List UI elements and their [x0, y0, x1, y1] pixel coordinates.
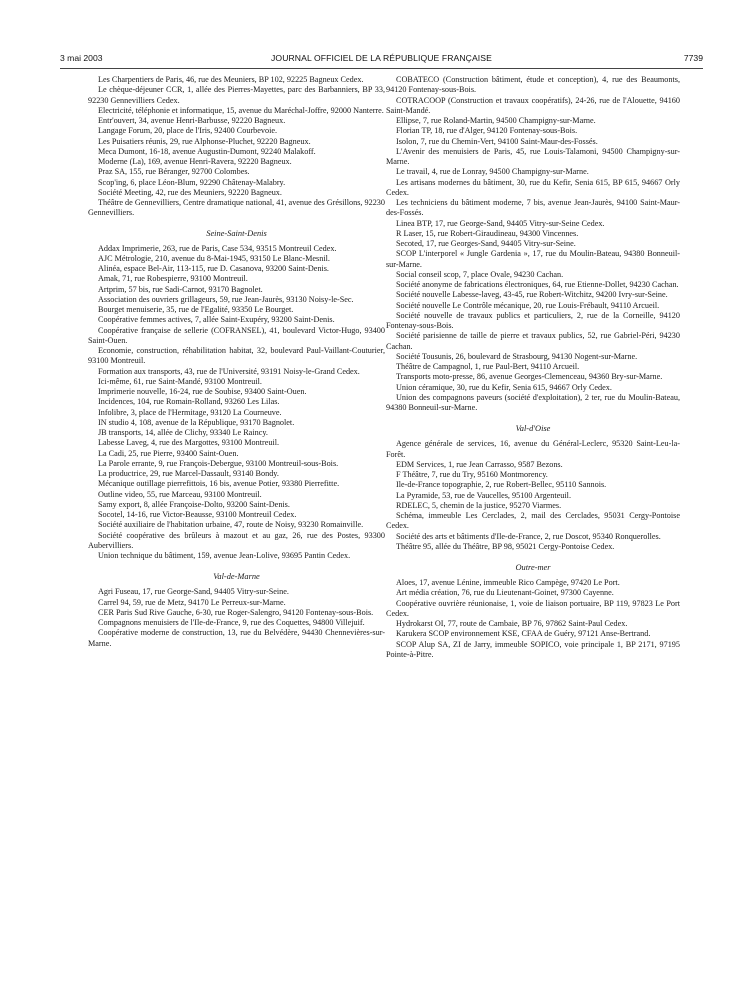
list-item: Bourget menuiserie, 35, rue de l'Egalité, 93350 Le Bourget.: [98, 305, 294, 314]
list-item: La Parole errante, 9, rue François-Debergue, 93100 Montreuil-sous-Bois.: [98, 458, 339, 468]
list-item: Samy export, 8, allée Françoise-Dolto, 93200 Saint-Denis.: [98, 499, 290, 509]
header-page-number: 7739: [683, 53, 703, 63]
list-item: Théâtre 95, allée du Théâtre, BP 98, 95021 Cergy-Pontoise Cedex.: [396, 541, 615, 551]
list-item: Art média création, 76, rue du Lieutenant-Goinet, 97300 Cayenne.: [396, 588, 614, 598]
list-item: Les artisans modernes du bâtiment, 30, rue du Kefir, Senia 615, BP 615, 94667 Orly Cedex.: [386, 177, 680, 197]
section-heading-val-de-marne: Val-de-Marne: [213, 572, 260, 582]
list-item: La Pyramide, 53, rue de Vaucelles, 95100 Argenteuil.: [396, 490, 572, 500]
list-item: Isolon, 7, rue du Chemin-Vert, 94100 Saint-Maur-des-Fossés.: [396, 136, 598, 146]
list-item: Ici-même, 61, rue Saint-Mandé, 93100 Montreuil.: [98, 376, 262, 386]
val-de-marne-entries: [88, 587, 385, 649]
left-column: [88, 75, 385, 649]
list-item: La productrice, 29, rue Marcel-Dassault, 93140 Bondy.: [98, 469, 279, 478]
list-item: Formation aux transports, 43, rue de l'Université, 93191 Noisy-le-Grand Cedex.: [98, 366, 360, 376]
page-header: [60, 53, 703, 67]
seine-saint-denis-entries: [88, 244, 385, 562]
list-item: Infolibre, 3, place de l'Hermitage, 93120 La Courneuve.: [98, 407, 282, 417]
list-item: L'Avenir des menuisiers de Paris, 45, rue Louis-Talamoni, 94500 Champigny-sur-Marne.: [386, 146, 680, 166]
section-heading-outre-mer: Outre-mer: [515, 563, 551, 572]
list-item: Coopérative française de sellerie (COFRANSEL), 41, boulevard Victor-Hugo, 93400 Saint-Ouen.: [88, 325, 385, 345]
list-item: EDM Services, 1, rue Jean Carrasso, 9587 Bezons.: [396, 459, 563, 469]
list-item: Artprim, 57 bis, rue Sadi-Carnot, 93170 Bagnolet.: [98, 284, 263, 294]
list-item: Ile-de-France topographie, 2, rue Robert-Bellec, 95110 Sannois.: [396, 480, 607, 490]
list-item: Labesse Laveg, 4, rue des Margottes, 93100 Montreuil.: [98, 438, 280, 448]
list-item: Union des compagnons paveurs (société d'exploitation), 2 ter, rue du Moulin-Bateau, 94380 Bonneuil-sur-Marne.: [386, 392, 680, 412]
list-item: Florian TP, 18, rue d'Alger, 94120 Fontenay-sous-Bois.: [396, 126, 578, 136]
list-item: Société auxiliaire de l'habitation urbaine, 47, route de Noisy, 93230 Romainville.: [98, 520, 364, 530]
header-rule: [60, 68, 703, 69]
list-item: Les Charpentiers de Paris, 46, rue des Meuniers, BP 102, 92225 Bagneux Cedex.: [98, 75, 364, 84]
section-heading-val-d-oise: Val-d'Oise: [515, 424, 551, 434]
list-item: Société des arts et bâtiments d'Ile-de-France, 2, rue Doscot, 95340 Ronquerolles.: [396, 531, 661, 541]
list-item: Compagnons menuisiers de l'Ile-de-France, 9, rue des Coquettes, 94800 Villejuif.: [98, 618, 365, 627]
list-item: Economie, construction, réhabilitation habitat, 32, boulevard Paul-Vaillant-Couturier, 93100 Montreuil.: [88, 346, 385, 366]
list-item: Praz SA, 155, rue Béranger, 92700 Colombes.: [98, 167, 250, 177]
list-item: Les techniciens du bâtiment moderne, 7 bis, avenue Jean-Jaurès, 94100 Saint-Maur-des-Fossés.: [386, 198, 680, 218]
list-item: Ellipse, 7, rue Roland-Martin, 94500 Champigny-sur-Marne.: [396, 116, 596, 125]
header-journal-title: JOURNAL OFFICIEL DE LA RÉPUBLIQUE FRANÇAISE: [271, 53, 492, 63]
list-item: Incidences, 104, rue Romain-Rolland, 93260 Les Lilas.: [98, 397, 280, 407]
list-item: Social conseil scop, 7, place Ovale, 94230 Cachan.: [396, 269, 564, 279]
list-item: Société parisienne de taille de pierre et travaux publics, 52, rue Gabriel-Péri, 94230 Cachan.: [386, 331, 680, 351]
list-item: COBATECO (Construction bâtiment, étude et conception), 4, rue des Beaumonts, 94120 Fontenay-sous-Bois.: [386, 75, 680, 95]
outre-mer-entries: [386, 578, 680, 660]
val-de-marne-continued-entries: [386, 75, 680, 413]
list-item: Société Meeting, 42, rue des Meuniers, 92220 Bagneux.: [98, 187, 282, 197]
list-item: Carrel 94, 59, rue de Metz, 94170 Le Perreux-sur-Marne.: [98, 597, 286, 607]
list-item: Outline video, 55, rue Marceau, 93100 Montreuil.: [98, 489, 262, 499]
list-item: F Théâtre, 7, rue du Try, 95160 Montmorency.: [396, 470, 548, 479]
list-item: Théâtre de Gennevilliers, Centre dramatique national, 41, avenue des Grésillons, 92230 Gennevilliers.: [88, 198, 385, 218]
list-item: La Cadi, 25, rue Pierre, 93400 Saint-Ouen.: [98, 448, 239, 458]
list-item: COTRACOOP (Construction et travaux coopératifs), 24-26, rue de l'Alouette, 94160 Saint-Mandé.: [386, 95, 680, 115]
list-item: SCOP Alup SA, ZI de Jarry, immeuble SOPICO, voie principale 1, BP 2171, 97195 Pointe-à-Pitre.: [386, 639, 680, 659]
list-item: SCOP L'interporel « Jungle Gardenia », 17, rue du Moulin-Bateau, 94380 Bonneuil-sur-Marne.: [386, 249, 680, 269]
list-item: Coopérative moderne de construction, 13, rue du Belvédère, 94430 Chennevières-sur-Marne.: [88, 628, 385, 648]
intro-entries: [88, 75, 385, 219]
list-item: Imprimerie nouvelle, 16-24, rue de Soubise, 93400 Saint-Ouen.: [98, 387, 307, 396]
list-item: Société Tousunis, 26, boulevard de Strasbourg, 94130 Nogent-sur-Marne.: [396, 351, 638, 361]
list-item: RDELEC, 5, chemin de la justice, 95270 Viarmes.: [396, 500, 562, 510]
list-item: Socotel, 14-16, rue Victor-Beausse, 93100 Montreuil Cedex.: [98, 510, 297, 519]
list-item: Mécanique outillage pierrefittois, 16 bis, avenue Potier, 93380 Pierrefitte.: [98, 479, 340, 489]
list-item: Alinéa, espace Bel-Air, 113-115, rue D. Casanova, 93200 Saint-Denis.: [98, 264, 329, 273]
list-item: Linea BTP, 17, rue George-Sand, 94405 Vitry-sur-Seine Cedex.: [396, 218, 605, 228]
list-item: Coopérative femmes actives, 7, allée Saint-Exupéry, 93200 Saint-Denis.: [98, 315, 335, 325]
list-item: Société nouvelle de travaux publics et particuliers, 2, rue de la Corneille, 94120 Fontenay-sous-Bois.: [386, 310, 680, 330]
list-item: Entr'ouvert, 34, avenue Henri-Barbusse, 92220 Bagneux.: [98, 116, 286, 125]
list-item: Meca Dumont, 16-18, avenue Augustin-Dumont, 92240 Malakoff.: [98, 146, 316, 156]
list-item: Union technique du bâtiment, 159, avenue Jean-Lolive, 93695 Pantin Cedex.: [98, 551, 351, 560]
list-item: Société nouvelle Le Contrôle mécanique, 20, rue Louis-Frébault, 94110 Arcueil.: [396, 300, 660, 310]
list-item: Coopérative ouvrière réunionaise, 1, voie de liaison portuaire, BP 119, 97823 Le Port Cedex.: [386, 598, 680, 618]
list-item: Société coopérative des brûleurs à mazout et au gaz, 26, rue des Postes, 93300 Aubervilliers.: [88, 530, 385, 550]
list-item: Secoted, 17, rue Georges-Sand, 94405 Vitry-sur-Seine.: [396, 239, 576, 248]
list-item: JB transports, 14, allée de Clichy, 93340 Le Raincy.: [98, 428, 268, 437]
list-item: Amak, 71, rue Robespierre, 93100 Montreuil.: [98, 274, 248, 284]
list-item: Théâtre de Campagnol, 1, rue Paul-Bert, 94110 Arcueil.: [396, 362, 580, 371]
list-item: Schéma, immeuble Les Cerclades, 2, mail des Cerclades, 95031 Cergy-Pontoise Cedex.: [386, 511, 680, 531]
list-item: Société anonyme de fabrications électroniques, 64, rue Etienne-Dollet, 94230 Cachan.: [396, 280, 679, 289]
val-d-oise-entries: [386, 439, 680, 552]
list-item: Scop'ing, 6, place Léon-Blum, 92290 Châtenay-Malabry.: [98, 177, 286, 187]
list-item: Agri Fuseau, 17, rue George-Sand, 94405 Vitry-sur-Seine.: [98, 587, 289, 597]
list-item: Transports moto-presse, 86, avenue Georges-Clemenceau, 94360 Bry-sur-Marne.: [396, 372, 663, 382]
list-item: Langage Forum, 20, place de l'Iris, 92400 Courbevoie.: [98, 126, 278, 136]
section-heading-seine-saint-denis: Seine-Saint-Denis: [206, 228, 267, 238]
list-item: Aloes, 17, avenue Lénine, immeuble Rico Campège, 97420 Le Port.: [396, 578, 620, 587]
list-item: Agence générale de services, 16, avenue du Général-Leclerc, 95320 Saint-Leu-la-Forêt.: [386, 439, 680, 459]
list-item: Le travail, 4, rue de Lonray, 94500 Champigny-sur-Marne.: [396, 167, 589, 177]
list-item: Les Puisatiers réunis, 29, rue Alphonse-Pluchet, 92220 Bagneux.: [98, 136, 311, 146]
header-date: 3 mai 2003: [60, 53, 103, 63]
list-item: Electricité, téléphonie et informatique, 15, avenue du Maréchal-Joffre, 92000 Nanterre.: [98, 105, 384, 115]
list-item: CER Paris Sud Rive Gauche, 6-30, rue Roger-Salengro, 94120 Fontenay-sous-Bois.: [98, 607, 374, 617]
list-item: Hydrokarst OI, 77, route de Cambaie, BP 76, 97862 Saint-Paul Cedex.: [396, 619, 628, 628]
list-item: Association des ouvriers grillageurs, 59, rue Jean-Jaurès, 93130 Noisy-le-Sec.: [98, 294, 354, 304]
list-item: Karukera SCOP environnement KSE, CFAA de Guéry, 97121 Anse-Bertrand.: [396, 629, 651, 639]
list-item: Moderne (La), 169, avenue Henri-Ravera, 92220 Bagneux.: [98, 157, 292, 166]
list-item: Société nouvelle Labesse-laveg, 43-45, rue Robert-Witchitz, 94200 Ivry-sur-Seine.: [396, 290, 668, 300]
list-item: IN studio 4, 108, avenue de la République, 93170 Bagnolet.: [98, 417, 295, 427]
list-item: Addax Imprimerie, 263, rue de Paris, Case 534, 93515 Montreuil Cedex.: [98, 243, 337, 253]
list-item: Le chèque-déjeuner CCR, 1, allée des Pierres-Mayettes, parc des Barbanniers, BP 33, 92230 Gennevilliers Cedex.: [88, 85, 385, 105]
list-item: R Laser, 15, rue Robert-Giraudineau, 94300 Vincennes.: [396, 228, 579, 238]
right-column: [386, 75, 680, 660]
list-item: AJC Métrologie, 210, avenue du 8-Mai-1945, 93150 Le Blanc-Mesnil.: [98, 253, 330, 263]
list-item: Union céramique, 30, rue du Kefir, Senia 615, 94667 Orly Cedex.: [396, 382, 612, 392]
